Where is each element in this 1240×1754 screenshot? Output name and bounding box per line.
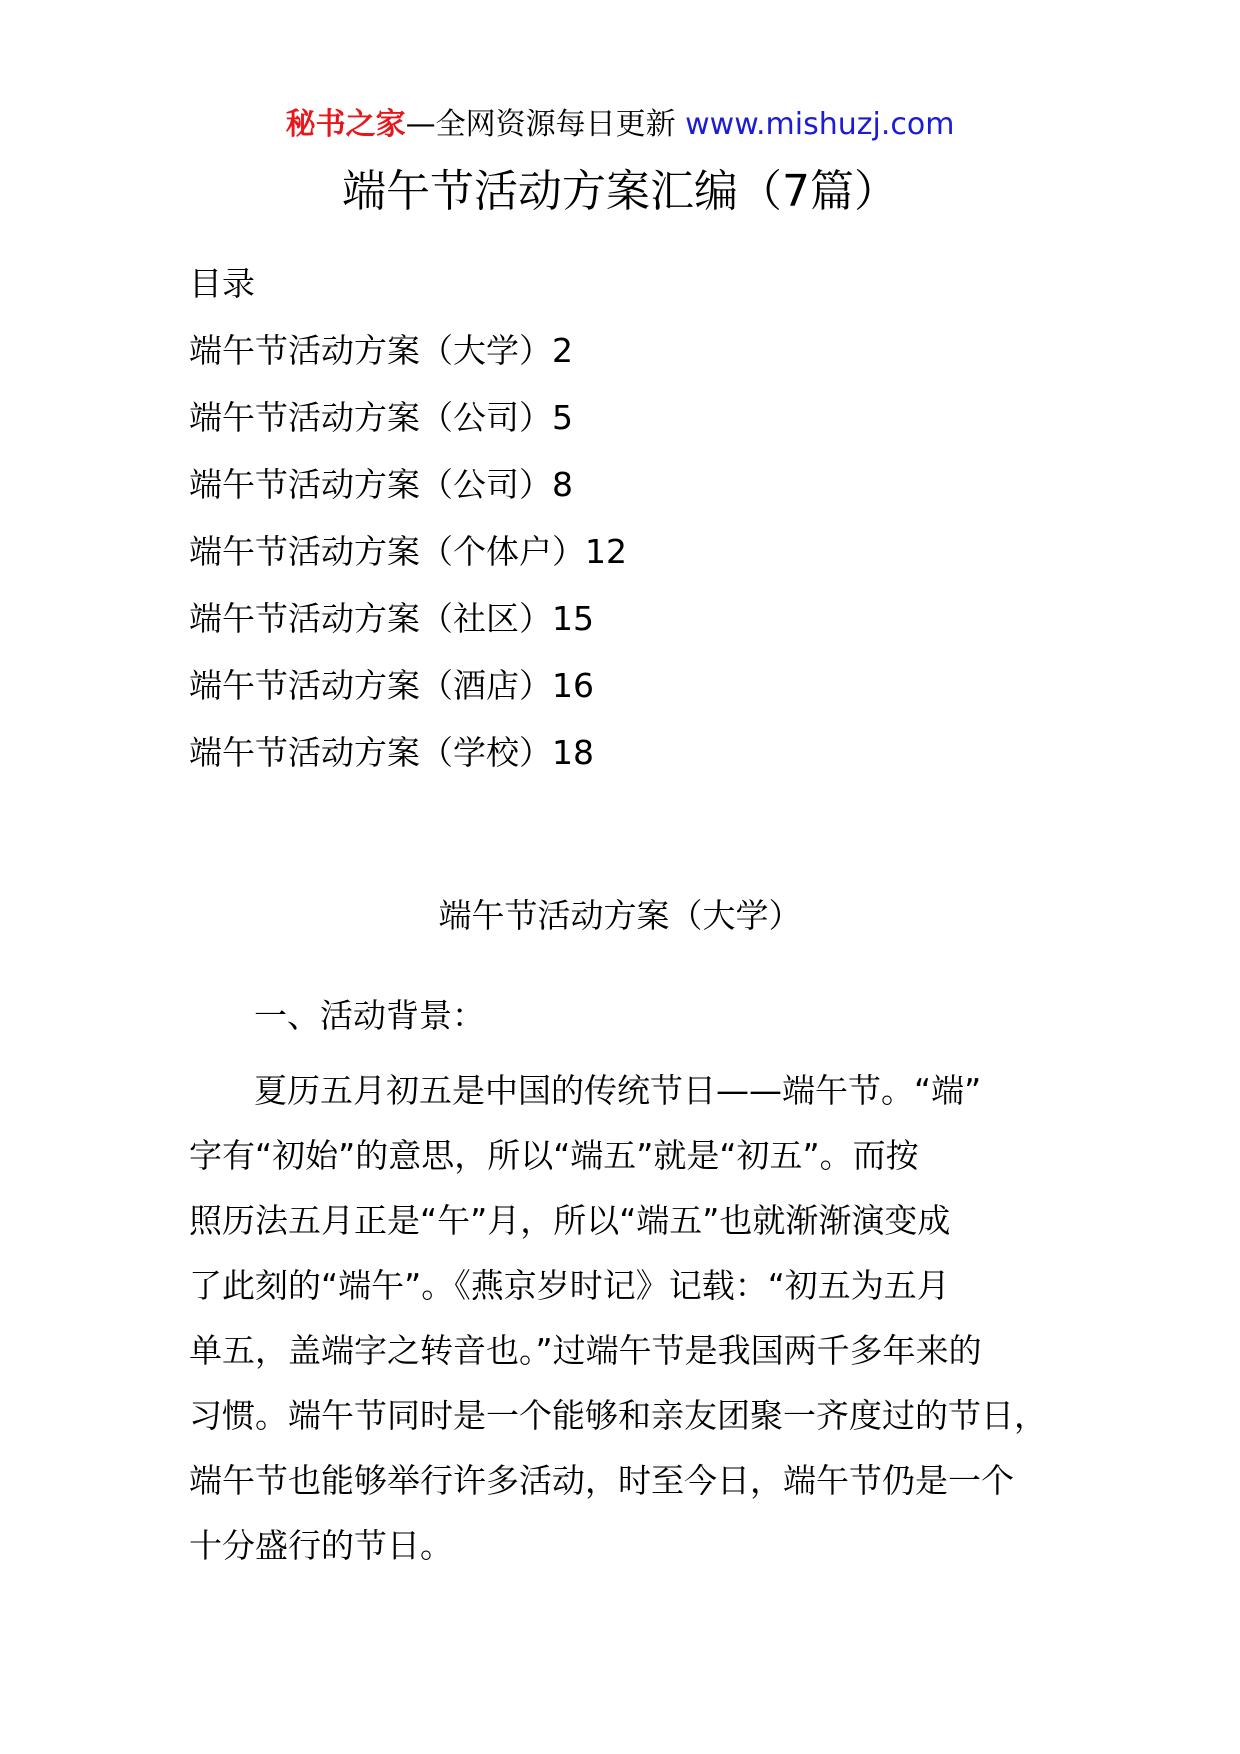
paragraph-line: 单五，盖端字之转音也。”过端午节是我国两千多年来的 xyxy=(189,1331,982,1370)
paragraph-line: 十分盛行的节日。 xyxy=(189,1526,453,1565)
toc-heading: 目录 xyxy=(189,264,255,303)
body-paragraph xyxy=(189,1058,1049,1578)
brand-name: 秘书之家 xyxy=(285,107,406,142)
toc-item-university[interactable]: 端午节活动方案（大学）2 xyxy=(189,331,573,370)
table-of-contents xyxy=(189,329,627,798)
toc-item-company-2[interactable]: 端午节活动方案（公司）8 xyxy=(189,465,573,504)
paragraph-line: 字有“初始”的意思，所以“端五”就是“初五”。而按 xyxy=(189,1136,919,1175)
toc-item-school[interactable]: 端午节活动方案（学校）18 xyxy=(189,733,594,772)
toc-item-community[interactable]: 端午节活动方案（社区）15 xyxy=(189,599,594,638)
site-header xyxy=(0,103,1240,147)
document-title: 端午节活动方案汇编（7篇） xyxy=(342,166,898,217)
paragraph-line: 了此刻的“端午”。《燕京岁时记》记载：“初五为五月 xyxy=(189,1266,950,1305)
paragraph-line: 夏历五月初五是中国的传统节日——端午节。“端” xyxy=(254,1071,982,1110)
toc-item-hotel[interactable]: 端午节活动方案（酒店）16 xyxy=(189,666,594,705)
paragraph-line: 习惯。端午节同时是一个能够和亲友团聚一齐度过的节日， xyxy=(189,1396,1047,1435)
site-url-link[interactable]: www.mishuzj.com xyxy=(685,107,955,142)
toc-item-company-1[interactable]: 端午节活动方案（公司）5 xyxy=(189,398,573,437)
paragraph-line: 端午节也能够举行许多活动，时至今日，端午节仍是一个 xyxy=(189,1461,1014,1500)
header-slogan: —全网资源每日更新 xyxy=(405,107,686,142)
toc-item-self-employed[interactable]: 端午节活动方案（个体户）12 xyxy=(189,532,627,571)
paragraph-line: 照历法五月正是“午”月，所以“端五”也就渐渐演变成 xyxy=(189,1201,951,1240)
section-title: 端午节活动方案（大学） xyxy=(438,896,802,935)
section-heading: 一、活动背景： xyxy=(254,996,485,1035)
